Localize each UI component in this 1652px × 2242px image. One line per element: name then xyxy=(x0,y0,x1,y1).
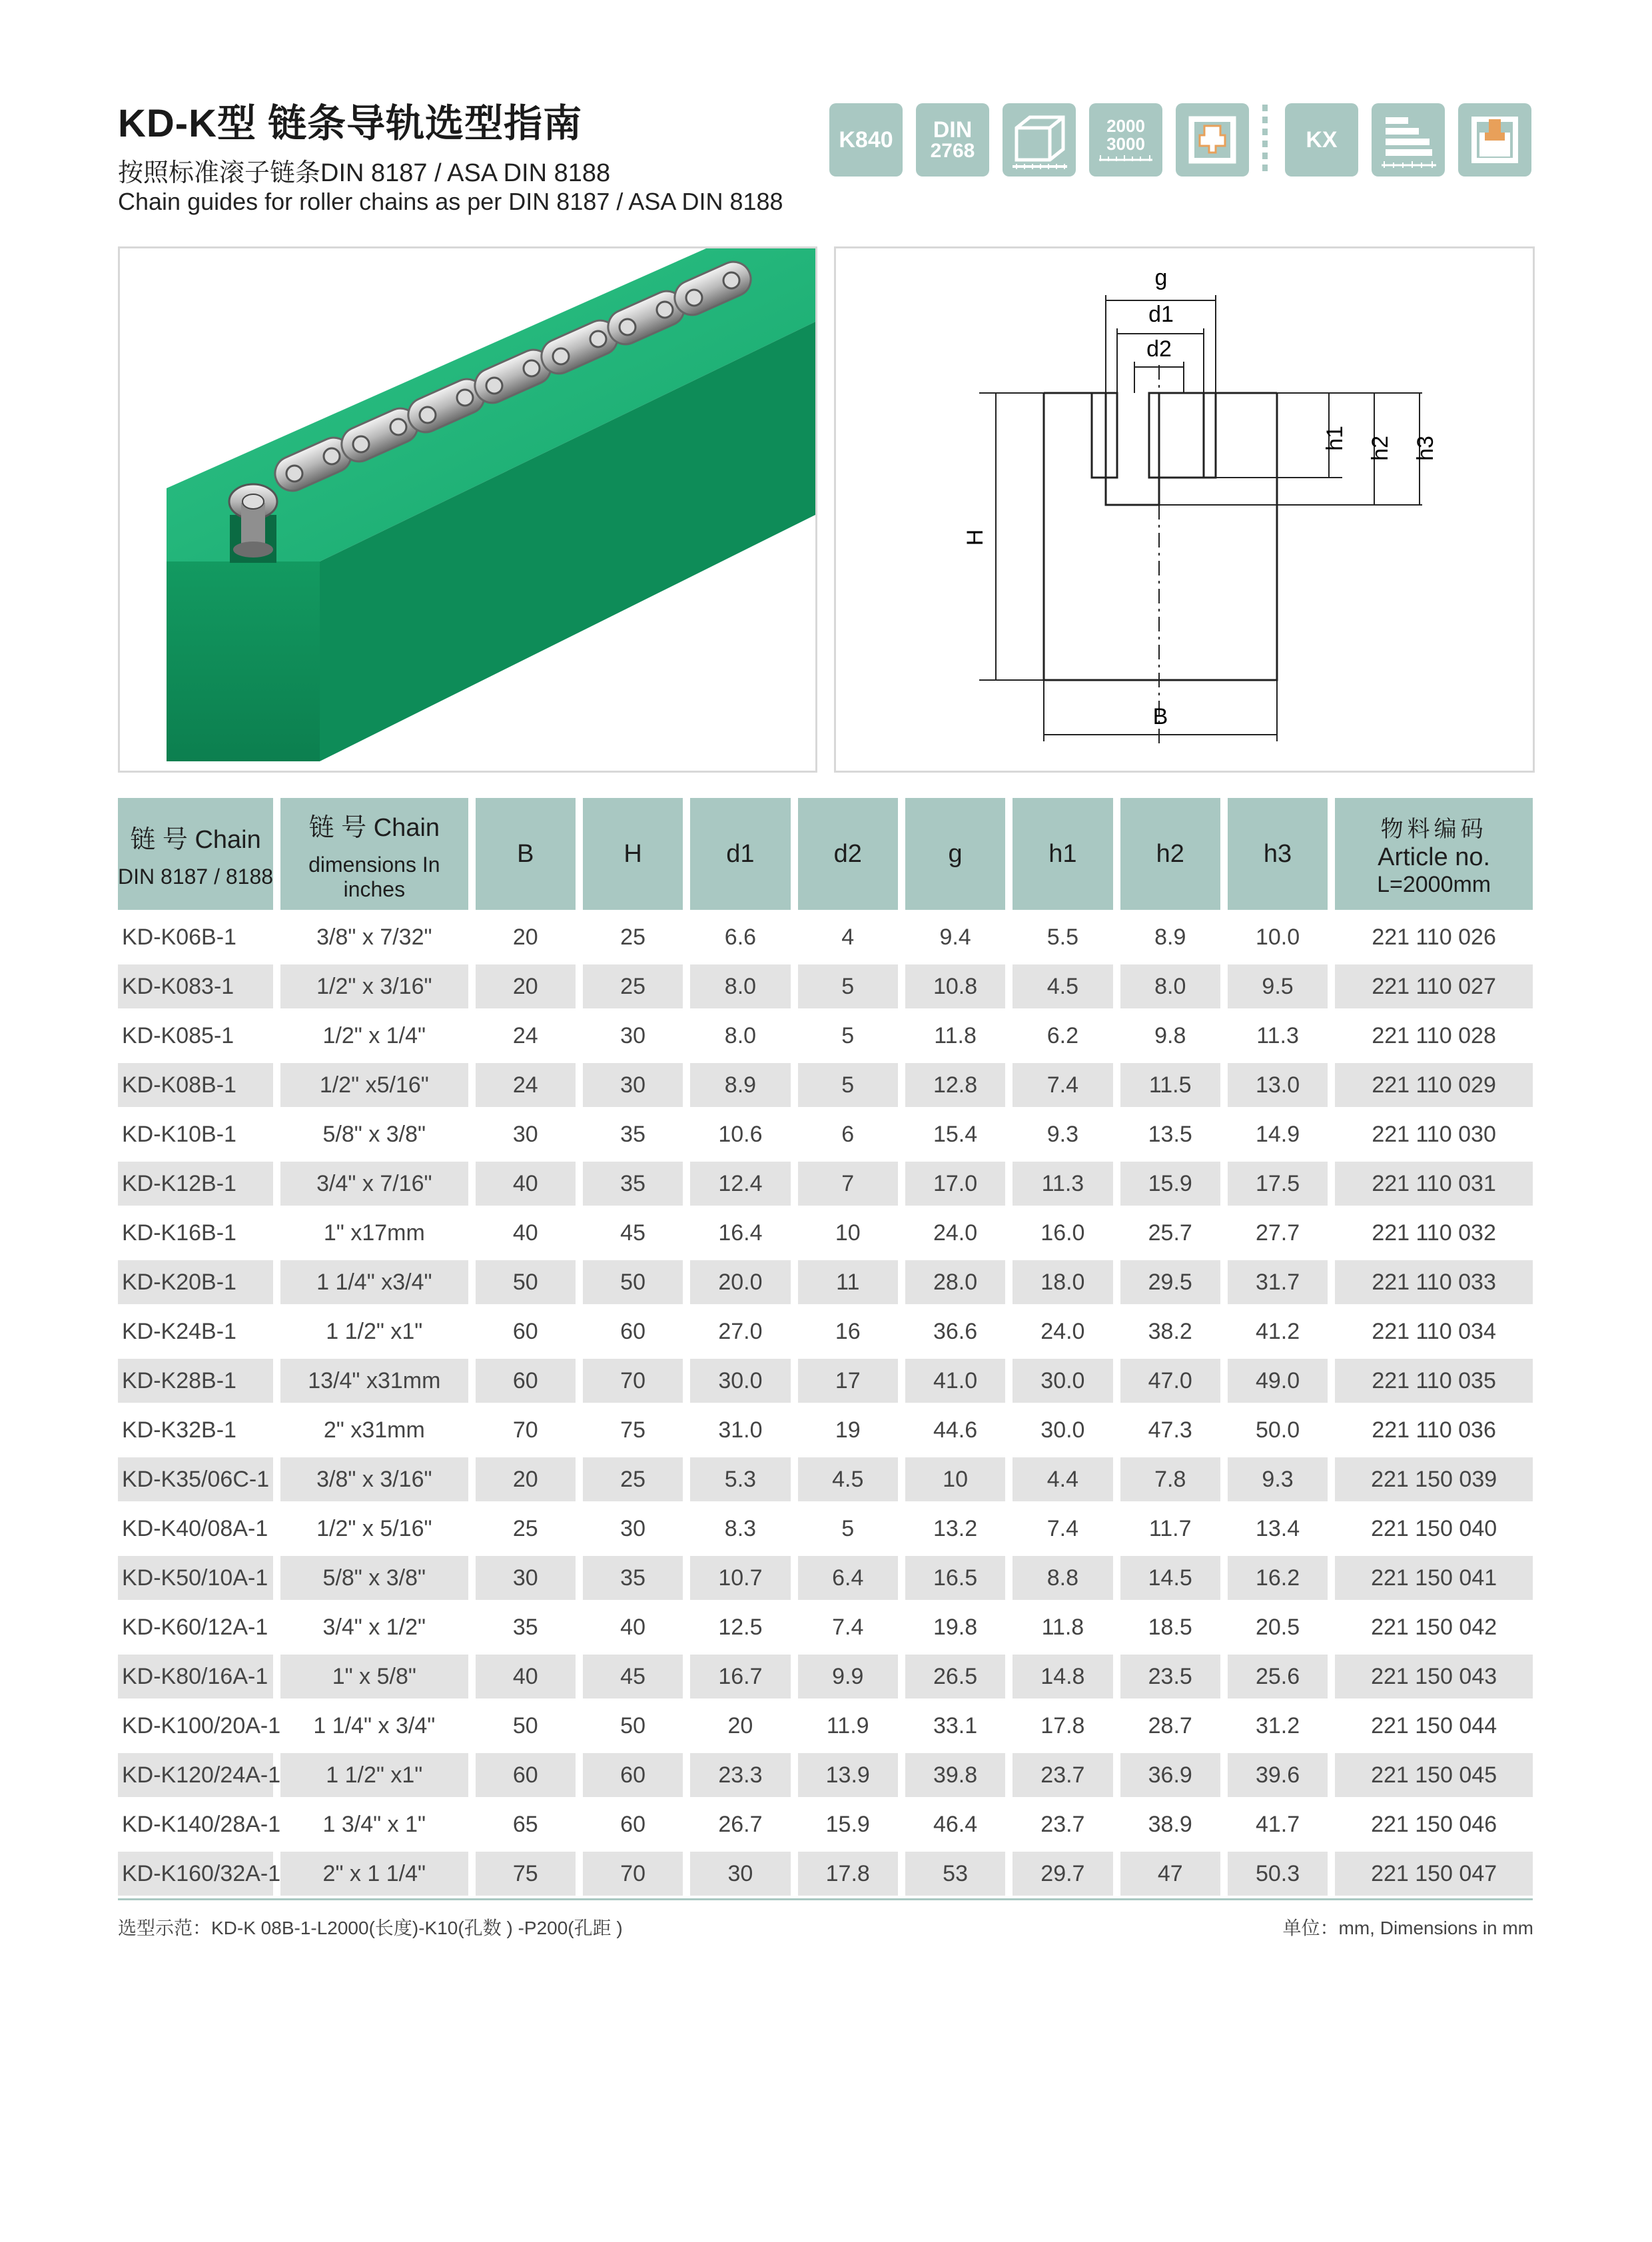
table-cell: 6.6 xyxy=(724,924,757,950)
table-cell: 28.0 xyxy=(905,1260,1005,1304)
table-cell: 15.4 xyxy=(933,1121,978,1147)
table-row xyxy=(118,1507,1533,1551)
table-cell: 38.2 xyxy=(1148,1318,1192,1344)
table-row xyxy=(118,1309,1533,1353)
table-cell: 10.6 xyxy=(718,1121,763,1147)
badge-din2768 xyxy=(916,103,989,177)
table-cell: 26.7 xyxy=(718,1811,763,1837)
table-row xyxy=(118,964,1533,1008)
table-cell: 49.0 xyxy=(1228,1359,1328,1403)
table-cell: 7.4 xyxy=(832,1614,864,1640)
table-row xyxy=(118,1408,1533,1452)
table-cell: 6 xyxy=(841,1121,855,1147)
table-cell: 12.8 xyxy=(905,1063,1005,1107)
table-cell: 9.5 xyxy=(1228,964,1328,1008)
col-chain-cn: 链 号 Chain xyxy=(130,826,261,854)
table-cell: KD-K08B-1 xyxy=(118,1063,273,1107)
table-cell: 17.5 xyxy=(1228,1162,1328,1206)
table-cell: 29.5 xyxy=(1120,1260,1220,1304)
table-cell: 30 xyxy=(476,1556,576,1600)
table-cell: 30 xyxy=(620,1022,645,1048)
table-cell: 40 xyxy=(512,1220,538,1246)
table-cell: KD-K140/28A-1 xyxy=(122,1811,281,1837)
col-chain-std: DIN 8187 / 8188 xyxy=(118,865,274,889)
units-note: 单位：mm, Dimensions in mm xyxy=(1282,1918,1533,1938)
table-cell: 221 110 026 xyxy=(1372,924,1496,950)
table-cell: 6.2 xyxy=(1046,1022,1079,1048)
table-cell: KD-K06B-1 xyxy=(122,924,236,950)
table-cell: 221 110 031 xyxy=(1335,1162,1533,1206)
table-cell: 8.0 xyxy=(724,1022,757,1048)
table-cell: 3/4" x 7/16" xyxy=(280,1162,468,1206)
table-cell: 221 150 046 xyxy=(1371,1811,1497,1837)
table-cell: 13.2 xyxy=(933,1515,978,1541)
table-cell: 23.7 xyxy=(1013,1753,1112,1797)
table-cell: 13/4" x31mm xyxy=(280,1359,468,1403)
table-cell: 5 xyxy=(798,964,898,1008)
table-cell: 11.7 xyxy=(1148,1515,1192,1541)
table-cell: 45 xyxy=(583,1655,683,1698)
badge-kx-label: KX xyxy=(1306,127,1338,153)
table-cell: 28.7 xyxy=(1148,1712,1192,1738)
table-cell: 60 xyxy=(476,1359,576,1403)
table-cell: 221 110 033 xyxy=(1335,1260,1533,1304)
badge-k840-label: K840 xyxy=(839,127,893,153)
table-cell: 75 xyxy=(620,1417,645,1443)
stacked-bars-icon xyxy=(1372,103,1445,177)
table-cell: 17 xyxy=(798,1359,898,1403)
table-cell: 13.5 xyxy=(1148,1121,1192,1147)
table-cell: 1" x 5/8" xyxy=(280,1655,468,1698)
table-bottom-rule xyxy=(118,1898,1533,1900)
table-cell: 8.9 xyxy=(1154,924,1186,950)
table-cell: 11 xyxy=(798,1260,898,1304)
table-cell: 41.0 xyxy=(905,1359,1005,1403)
table-cell: 47.3 xyxy=(1148,1417,1192,1443)
table-cell: 221 150 042 xyxy=(1371,1614,1497,1640)
cross-section-diagram xyxy=(834,246,1535,773)
col-article-cn: 物料编码 xyxy=(1380,816,1487,842)
table-cell: 26.5 xyxy=(905,1655,1005,1698)
table-cell: 11.8 xyxy=(934,1022,977,1048)
table-cell: 30.0 xyxy=(1013,1359,1112,1403)
table-cell: 221 110 028 xyxy=(1372,1022,1496,1048)
col-article-en: Article no. xyxy=(1378,843,1491,871)
dimension-lines xyxy=(979,295,1422,741)
col-dimensions xyxy=(280,798,468,910)
table-cell: 221 150 041 xyxy=(1335,1556,1533,1600)
table-cell: 9.3 xyxy=(1046,1121,1079,1147)
table-cell: 13.9 xyxy=(798,1753,898,1797)
table-cell: 11.3 xyxy=(1256,1022,1299,1048)
badge-length-line1: 2000 xyxy=(1106,115,1145,136)
table-cell: 3/8" x 7/32" xyxy=(316,924,432,950)
table-cell: 5 xyxy=(798,1063,898,1107)
table-cell: 25 xyxy=(583,1457,683,1501)
col-h3: h3 xyxy=(1228,798,1328,910)
table-cell: 36.9 xyxy=(1120,1753,1220,1797)
label-g: g xyxy=(1154,265,1168,290)
table-cell: KD-K160/32A-1 xyxy=(118,1852,273,1896)
table-cell: 7.8 xyxy=(1120,1457,1220,1501)
table-cell: 24 xyxy=(476,1063,576,1107)
col-H: H xyxy=(583,798,683,910)
table-cell: 41.2 xyxy=(1255,1318,1300,1344)
table-cell: 60 xyxy=(512,1318,538,1344)
table-cell: 25.6 xyxy=(1228,1655,1328,1698)
table-cell: 10.8 xyxy=(905,964,1005,1008)
table-cell: 5 xyxy=(841,1515,855,1541)
selection-example: 选型示范：KD-K 08B-1-L2000(长度)-K10(孔数 ) -P200(孔距 ) xyxy=(118,1918,623,1938)
badge-separator xyxy=(1262,105,1268,177)
table-cell: 10 xyxy=(905,1457,1005,1501)
table-cell: 53 xyxy=(905,1852,1005,1896)
table-cell: 1/2" x 3/16" xyxy=(280,964,468,1008)
badge-length-line2: 3000 xyxy=(1106,134,1145,154)
table-cell: 1" x17mm xyxy=(323,1220,425,1246)
table-cell: 60 xyxy=(620,1318,645,1344)
table-cell: 60 xyxy=(476,1753,576,1797)
table-cell: 14.5 xyxy=(1120,1556,1220,1600)
table-row xyxy=(118,915,1533,959)
table-cell: 5.3 xyxy=(690,1457,790,1501)
table-cell: 16.4 xyxy=(718,1220,763,1246)
table-row xyxy=(118,1112,1533,1156)
table-row xyxy=(118,1556,1533,1600)
table-cell: 70 xyxy=(583,1852,683,1896)
table-cell: 50 xyxy=(512,1712,538,1738)
standard-badges xyxy=(829,103,1535,180)
table-cell: 70 xyxy=(583,1359,683,1403)
table-row xyxy=(118,1802,1533,1846)
table-row xyxy=(118,1605,1533,1649)
table-cell: 9.4 xyxy=(939,924,971,950)
table-cell: KD-K100/20A-1 xyxy=(122,1712,281,1738)
table-cell: 10.7 xyxy=(690,1556,790,1600)
table-cell: 36.6 xyxy=(933,1318,978,1344)
table-cell: 221 150 047 xyxy=(1335,1852,1533,1896)
badge-length xyxy=(1089,103,1162,177)
table-row xyxy=(118,1014,1533,1058)
table-cell: 221 110 027 xyxy=(1335,964,1533,1008)
col-B: B xyxy=(476,798,576,910)
table-cell: 60 xyxy=(583,1753,683,1797)
label-d1: d1 xyxy=(1148,302,1174,327)
table-cell: KD-K16B-1 xyxy=(122,1220,236,1246)
table-cell: 4 xyxy=(841,924,855,950)
table-cell: 39.8 xyxy=(905,1753,1005,1797)
col-g: g xyxy=(905,798,1005,910)
table-cell: 31.7 xyxy=(1228,1260,1328,1304)
table-cell: 18.5 xyxy=(1148,1614,1192,1640)
table-row xyxy=(118,1162,1533,1206)
table-cell: 35 xyxy=(620,1121,645,1147)
table-cell: 25 xyxy=(583,964,683,1008)
table-cell: 5/8" x 3/8" xyxy=(280,1556,468,1600)
table-cell: 25.7 xyxy=(1148,1220,1192,1246)
table-cell: 41.7 xyxy=(1255,1811,1300,1837)
subtitle-cn: 按照标准滚子链条DIN 8187 / ASA DIN 8188 xyxy=(118,159,611,187)
table-cell: 24.0 xyxy=(933,1220,978,1246)
table-cell: 11.3 xyxy=(1013,1162,1112,1206)
table-cell: 39.6 xyxy=(1228,1753,1328,1797)
table-cell: 20.5 xyxy=(1255,1614,1300,1640)
table-cell: 8.9 xyxy=(690,1063,790,1107)
table-cell: 50.3 xyxy=(1228,1852,1328,1896)
table-cell: 18.0 xyxy=(1013,1260,1112,1304)
badge-k840 xyxy=(829,103,903,177)
table-cell: 24 xyxy=(512,1022,538,1048)
col-dim-cn: 链 号 Chain xyxy=(308,813,440,842)
table-cell: KD-K120/24A-1 xyxy=(118,1753,273,1797)
label-h3: h3 xyxy=(1413,436,1438,461)
profile-block-icon xyxy=(1003,103,1076,177)
table-cell: 20 xyxy=(727,1712,753,1738)
table-cell: 221 110 030 xyxy=(1372,1121,1496,1147)
table-cell: 9.8 xyxy=(1154,1022,1186,1048)
table-cell: KD-K083-1 xyxy=(118,964,273,1008)
table-row xyxy=(118,1753,1533,1797)
table-cell: 8.8 xyxy=(1013,1556,1112,1600)
col-d2: d2 xyxy=(798,798,898,910)
profile-outline xyxy=(1044,393,1277,680)
table-cell: KD-K50/10A-1 xyxy=(118,1556,273,1600)
table-cell: 7 xyxy=(798,1162,898,1206)
table-cell: 1 1/2" x1" xyxy=(280,1753,468,1797)
table-cell: 16.5 xyxy=(905,1556,1005,1600)
table-cell: 4.4 xyxy=(1013,1457,1112,1501)
table-cell: 25 xyxy=(512,1515,538,1541)
table-cell: 23.7 xyxy=(1040,1811,1085,1837)
table-cell: 20 xyxy=(476,964,576,1008)
table-cell: 10.0 xyxy=(1255,924,1300,950)
badge-din-line2: 2768 xyxy=(930,140,975,162)
table-cell: 27.7 xyxy=(1255,1220,1300,1246)
table-body xyxy=(118,915,1533,1896)
table-cell: 30 xyxy=(583,1063,683,1107)
table-cell: 4.5 xyxy=(1013,964,1112,1008)
table-cell: 19 xyxy=(835,1417,861,1443)
table-cell: 6.4 xyxy=(798,1556,898,1600)
table-cell: 221 150 044 xyxy=(1371,1712,1497,1738)
table-cell: 15.9 xyxy=(1120,1162,1220,1206)
table-cell: KD-K12B-1 xyxy=(118,1162,273,1206)
table-cell: 221 110 034 xyxy=(1372,1318,1496,1344)
table-row xyxy=(118,1260,1533,1304)
table-cell: 30.0 xyxy=(690,1359,790,1403)
table-cell: 13.4 xyxy=(1255,1515,1300,1541)
table-cell: 8.3 xyxy=(724,1515,757,1541)
table-cell: 13.0 xyxy=(1228,1063,1328,1107)
col-chain xyxy=(118,798,273,910)
table-cell: 11.8 xyxy=(1041,1614,1084,1640)
table-cell: 40 xyxy=(476,1162,576,1206)
table-cell: 47.0 xyxy=(1120,1359,1220,1403)
col-h1: h1 xyxy=(1013,798,1112,910)
table-cell: 8.0 xyxy=(1120,964,1220,1008)
table-cell: 5 xyxy=(841,1022,855,1048)
label-H: H xyxy=(963,529,988,546)
table-cell: KD-K60/12A-1 xyxy=(122,1614,268,1640)
table-cell: 2" x31mm xyxy=(323,1417,425,1443)
table-cell: 221 150 045 xyxy=(1335,1753,1533,1797)
table-cell: 40 xyxy=(476,1655,576,1698)
table-cell: 3/8" x 3/16" xyxy=(280,1457,468,1501)
table-cell: KD-K32B-1 xyxy=(122,1417,236,1443)
label-B: B xyxy=(1152,704,1168,729)
table-cell: 31.2 xyxy=(1255,1712,1300,1738)
guide-front-face xyxy=(167,561,320,761)
table-cell: 1/2" x5/16" xyxy=(280,1063,468,1107)
page-title: KD-K型 链条导轨选型指南 xyxy=(118,102,583,145)
table-cell: 30.0 xyxy=(1040,1417,1085,1443)
table-cell: KD-K24B-1 xyxy=(122,1318,236,1344)
table-cell: 5/8" x 3/8" xyxy=(322,1121,426,1147)
table-cell: 16.7 xyxy=(690,1655,790,1698)
table-row xyxy=(118,1063,1533,1107)
table-cell: 15.9 xyxy=(825,1811,870,1837)
col-h2: h2 xyxy=(1120,798,1220,910)
table-cell: 7.4 xyxy=(1013,1063,1112,1107)
table-cell: 20 xyxy=(476,1457,576,1501)
table-cell: 40 xyxy=(620,1614,645,1640)
table-cell: 38.9 xyxy=(1148,1811,1192,1837)
chain-guide-profile-icon xyxy=(1176,103,1249,177)
table-cell: 30 xyxy=(512,1121,538,1147)
table-row xyxy=(118,1655,1533,1698)
spec-table-wrap xyxy=(118,798,1533,1901)
table-cell: 25 xyxy=(620,924,645,950)
table-cell: KD-K35/06C-1 xyxy=(118,1457,273,1501)
table-cell: 16.2 xyxy=(1228,1556,1328,1600)
table-cell: 9.9 xyxy=(798,1655,898,1698)
table-cell: 33.1 xyxy=(933,1712,978,1738)
table-cell: 47 xyxy=(1120,1852,1220,1896)
table-cell: 221 110 035 xyxy=(1335,1359,1533,1403)
label-d2: d2 xyxy=(1146,336,1172,362)
table-cell: 50.0 xyxy=(1255,1417,1300,1443)
table-cell: 19.8 xyxy=(933,1614,978,1640)
spec-table xyxy=(111,793,1540,1901)
table-row xyxy=(118,1211,1533,1255)
table-cell: 44.6 xyxy=(933,1417,978,1443)
col-d1: d1 xyxy=(690,798,790,910)
col-dim-en: dimensions In inches xyxy=(308,852,440,901)
table-cell: 221 110 032 xyxy=(1372,1220,1496,1246)
table-cell: 65 xyxy=(512,1811,538,1837)
table-cell: 7.4 xyxy=(1046,1515,1079,1541)
table-cell: 2" x 1 1/4" xyxy=(280,1852,468,1896)
table-cell: 29.7 xyxy=(1013,1852,1112,1896)
table-cell: 45 xyxy=(620,1220,645,1246)
table-cell: 17.8 xyxy=(1040,1712,1085,1738)
col-article-len: L=2000mm xyxy=(1377,871,1491,897)
table-cell: 46.4 xyxy=(933,1811,978,1837)
table-cell: 12.5 xyxy=(718,1614,763,1640)
table-cell: 11.9 xyxy=(826,1712,869,1738)
t-slot-profile-icon xyxy=(1458,103,1531,177)
table-cell: 1 3/4" x 1" xyxy=(322,1811,426,1837)
table-cell: 16.0 xyxy=(1040,1220,1085,1246)
table-cell: 9.3 xyxy=(1228,1457,1328,1501)
subtitle-en: Chain guides for roller chains as per DIN 8187 / ASA DIN 8188 xyxy=(118,188,783,215)
table-cell: 1 1/2" x1" xyxy=(326,1318,423,1344)
table-cell: 27.0 xyxy=(718,1318,763,1344)
table-cell: 14.9 xyxy=(1255,1121,1300,1147)
table-cell: KD-K085-1 xyxy=(122,1022,234,1048)
table-row xyxy=(118,1704,1533,1748)
table-cell: 221 110 036 xyxy=(1372,1417,1496,1443)
table-cell: KD-K20B-1 xyxy=(118,1260,273,1304)
table-cell: 1/2" x 1/4" xyxy=(322,1022,426,1048)
table-cell: 50 xyxy=(476,1260,576,1304)
table-cell: 1 1/4" x3/4" xyxy=(280,1260,468,1304)
table-cell: KD-K40/08A-1 xyxy=(122,1515,268,1541)
table-cell: 30 xyxy=(690,1852,790,1896)
table-cell: 5.5 xyxy=(1046,924,1079,950)
table-cell: 16 xyxy=(835,1318,861,1344)
table-cell: 30 xyxy=(620,1515,645,1541)
table-cell: 10 xyxy=(835,1220,861,1246)
table-cell: KD-K10B-1 xyxy=(122,1121,236,1147)
ruler-icon xyxy=(1098,153,1154,163)
table-row xyxy=(118,1852,1533,1896)
table-cell: 3/4" x 1/2" xyxy=(322,1614,426,1640)
table-cell: 60 xyxy=(620,1811,645,1837)
table-cell: KD-K80/16A-1 xyxy=(118,1655,273,1698)
table-cell: 14.8 xyxy=(1013,1655,1112,1698)
table-row xyxy=(118,1359,1533,1403)
table-cell: 75 xyxy=(476,1852,576,1896)
table-cell: 20.0 xyxy=(690,1260,790,1304)
table-cell: 4.5 xyxy=(798,1457,898,1501)
table-cell: 11.5 xyxy=(1120,1063,1220,1107)
table-cell: 23.3 xyxy=(690,1753,790,1797)
table-row xyxy=(118,1457,1533,1501)
table-cell: 221 150 039 xyxy=(1335,1457,1533,1501)
table-cell: 1/2" x 5/16" xyxy=(316,1515,432,1541)
table-cell: 31.0 xyxy=(718,1417,763,1443)
table-cell: 24.0 xyxy=(1040,1318,1085,1344)
table-header-row xyxy=(118,798,1533,910)
badge-din-line1: DIN xyxy=(933,117,973,143)
table-cell: 12.4 xyxy=(690,1162,790,1206)
table-cell: 221 150 043 xyxy=(1335,1655,1533,1698)
table-cell: 50 xyxy=(620,1712,645,1738)
table-cell: 35 xyxy=(583,1162,683,1206)
label-h2: h2 xyxy=(1368,436,1393,461)
table-cell: 70 xyxy=(512,1417,538,1443)
table-cell: KD-K28B-1 xyxy=(118,1359,273,1403)
table-cell: 50 xyxy=(583,1260,683,1304)
col-article xyxy=(1335,798,1533,910)
badge-kx xyxy=(1285,103,1358,177)
table-cell: 17.8 xyxy=(798,1852,898,1896)
table-cell: 221 150 040 xyxy=(1371,1515,1497,1541)
product-photo xyxy=(118,246,817,773)
table-cell: 1 1/4" x 3/4" xyxy=(313,1712,436,1738)
table-cell: 35 xyxy=(512,1614,538,1640)
table-cell: 221 110 029 xyxy=(1335,1063,1533,1107)
label-h1: h1 xyxy=(1322,426,1348,451)
table-cell: 17.0 xyxy=(905,1162,1005,1206)
table-cell: 8.0 xyxy=(690,964,790,1008)
table-cell: 23.5 xyxy=(1120,1655,1220,1698)
table-cell: 20 xyxy=(512,924,538,950)
table-cell: 35 xyxy=(583,1556,683,1600)
